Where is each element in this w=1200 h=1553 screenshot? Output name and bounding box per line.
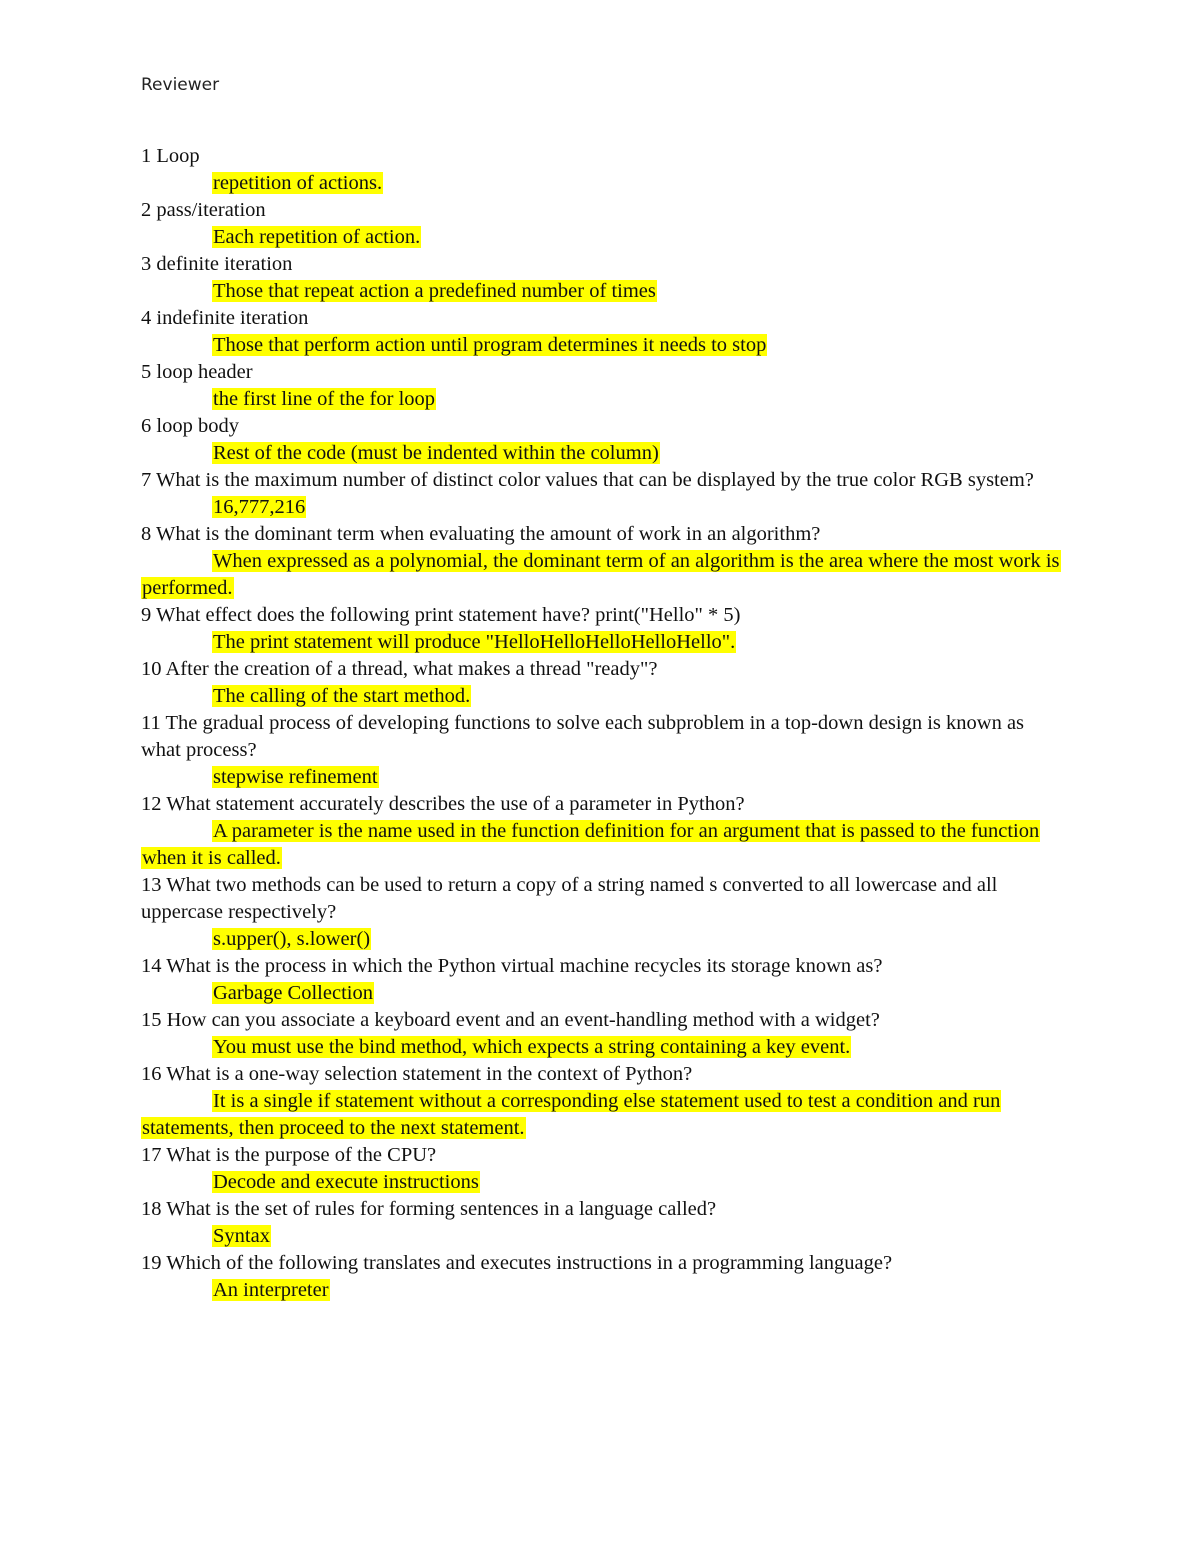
question-17: 17 What is the purpose of the CPU? <box>141 1144 437 1166</box>
answer-12: A parameter is the name used in the function definition for an argument that is passed to the function when it is called. <box>142 820 1040 869</box>
answer-3: Those that repeat action a predefined number of times <box>213 280 656 302</box>
answer-18: Syntax <box>213 1225 270 1247</box>
answer-6: Rest of the code (must be indented within the column) <box>213 442 659 464</box>
question-1: 1 Loop <box>141 145 200 167</box>
question-19: 19 Which of the following translates and executes instructions in a programming language? <box>141 1252 893 1274</box>
question-9: 9 What effect does the following print statement have? print("Hello" * 5) <box>141 604 741 626</box>
question-14: 14 What is the process in which the Python virtual machine recycles its storage known as? <box>141 955 883 977</box>
answer-15: You must use the bind method, which expects a string containing a key event. <box>213 1036 851 1058</box>
answer-7: 16,777,216 <box>213 496 306 518</box>
question-11: 11 The gradual process of developing functions to solve each subproblem in a top-down design is known as what process? <box>141 712 1025 761</box>
question-15: 15 How can you associate a keyboard event and an event-handling method with a widget? <box>141 1009 880 1031</box>
answer-4: Those that perform action until program determines it needs to stop <box>213 334 767 356</box>
question-12: 12 What statement accurately describes the use of a parameter in Python? <box>141 793 745 815</box>
qa-list <box>141 143 1061 1304</box>
question-13: 13 What two methods can be used to return a copy of a string named s converted to all lowercase and all uppercase respectively? <box>141 874 998 923</box>
question-3: 3 definite iteration <box>141 253 293 275</box>
question-7: 7 What is the maximum number of distinct color values that can be displayed by the true color RGB system? <box>141 469 1034 491</box>
question-16: 16 What is a one-way selection statement in the context of Python? <box>141 1063 693 1085</box>
question-8: 8 What is the dominant term when evaluating the amount of work in an algorithm? <box>141 523 821 545</box>
answer-16: It is a single if statement without a corresponding else statement used to test a condition and run statements, then proceed to the next statement. <box>142 1090 1001 1139</box>
answer-10: The calling of the start method. <box>213 685 471 707</box>
question-10: 10 After the creation of a thread, what makes a thread "ready"? <box>141 658 658 680</box>
question-2: 2 pass/iteration <box>141 199 266 221</box>
answer-11: stepwise refinement <box>213 766 378 788</box>
question-6: 6 loop body <box>141 415 239 437</box>
answer-5: the first line of the for loop <box>213 388 436 410</box>
answer-8: When expressed as a polynomial, the dominant term of an algorithm is the area where the most work is performed. <box>142 550 1060 599</box>
answer-9: The print statement will produce "HelloHelloHelloHelloHello". <box>213 631 736 653</box>
document-title: Reviewer <box>141 75 220 95</box>
question-18: 18 What is the set of rules for forming sentences in a language called? <box>141 1198 717 1220</box>
answer-19: An interpreter <box>213 1279 329 1301</box>
answer-2: Each repetition of action. <box>213 226 421 248</box>
question-4: 4 indefinite iteration <box>141 307 309 329</box>
answer-1: repetition of actions. <box>213 172 383 194</box>
question-5: 5 loop header <box>141 361 253 383</box>
answer-14: Garbage Collection <box>213 982 373 1004</box>
answer-17: Decode and execute instructions <box>213 1171 479 1193</box>
answer-13: s.upper(), s.lower() <box>213 928 371 950</box>
